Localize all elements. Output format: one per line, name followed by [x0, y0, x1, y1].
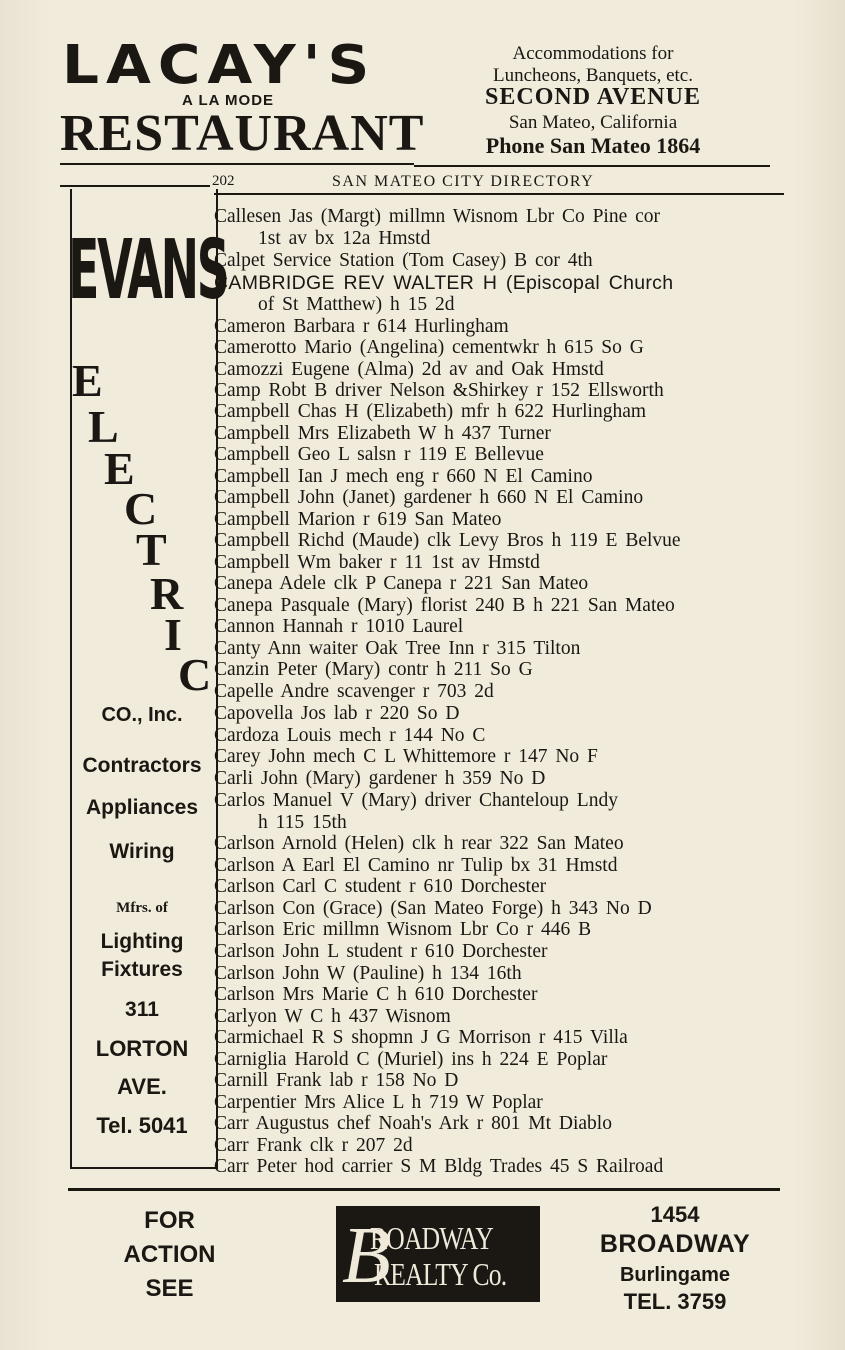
evans-product: Fixtures: [101, 958, 183, 981]
list-item: Carlson Carl C student r 610 Dorchester: [214, 876, 547, 897]
for-action-text: ACTION: [123, 1241, 216, 1268]
list-item-continuation: 1st av bx 12a Hmstd: [258, 228, 431, 249]
list-item: Campbell Marion r 619 San Mateo: [214, 509, 502, 530]
list-item: Capelle Andre scavenger r 703 2d: [214, 681, 494, 702]
list-item: Carmichael R S shopmn J G Morrison r 415 Villa: [214, 1027, 628, 1048]
list-item: Campbell Ian J mech eng r 660 N El Camino: [214, 466, 593, 487]
list-item: Carnill Frank lab r 158 No D: [214, 1070, 459, 1091]
list-item: Callesen Jas (Margt) millmn Wisnom Lbr Co Pine cor: [214, 206, 661, 227]
electric-letter: I: [164, 609, 182, 660]
list-item: Carniglia Harold C (Muriel) ins h 224 E Poplar: [214, 1049, 608, 1070]
list-item: Campbell Chas H (Elizabeth) mfr h 622 Hurlingham: [214, 401, 647, 422]
evans-name: EVANS: [68, 223, 228, 318]
list-item: Camerotto Mario (Angelina) cementwkr h 615 So G: [214, 337, 644, 358]
list-item: Carlson A Earl El Camino nr Tulip bx 31 Hmstd: [214, 855, 618, 876]
list-item: Carlos Manuel V (Mary) driver Chanteloup Lndy: [214, 790, 618, 811]
electric-letter: R: [150, 568, 184, 619]
list-item: Carey John mech C L Whittemore r 147 No F: [214, 746, 598, 767]
for-action-text: FOR: [144, 1207, 195, 1234]
list-item: Carr Peter hod carrier S M Bldg Trades 45 S Railroad: [214, 1156, 664, 1177]
list-item: Carlson Arnold (Helen) clk h rear 322 San Mateo: [214, 833, 624, 854]
list-item: Carlson John L student r 610 Dorchester: [214, 941, 548, 962]
page-number: 202: [212, 173, 235, 189]
list-item: Carlson Con (Grace) (San Mateo Forge) h 343 No D: [214, 898, 652, 919]
ad-divider-right: [414, 165, 770, 167]
running-head: SAN MATEO CITY DIRECTORY: [332, 173, 595, 190]
list-item: Carr Augustus chef Noah's Ark r 801 Mt Diablo: [214, 1113, 612, 1134]
list-item: Campbell Geo L salsn r 119 E Bellevue: [214, 444, 544, 465]
for-action-text: SEE: [145, 1275, 194, 1302]
list-item: Carlyon W C h 437 Wisnom: [214, 1006, 451, 1027]
evans-product: Lighting: [100, 930, 184, 953]
list-item: Carlson Eric millmn Wisnom Lbr Co r 446 B: [214, 919, 592, 940]
electric-letter: E: [72, 355, 103, 406]
list-item: Cameron Barbara r 614 Hurlingham: [214, 316, 509, 337]
ad-phone: Phone San Mateo 1864: [485, 133, 701, 158]
list-item: Canepa Adele clk P Canepa r 221 San Mateo: [214, 573, 589, 594]
electric-letter: L: [88, 401, 119, 452]
ad-accommodations: Accommodations for: [512, 43, 674, 64]
header-rule-right: [214, 193, 784, 195]
evans-service: Wiring: [109, 840, 175, 863]
list-item: Campbell Wm baker r 11 1st av Hmstd: [214, 552, 540, 573]
list-item: Camozzi Eugene (Alma) 2d av and Oak Hmstd: [214, 359, 604, 380]
electric-letter: C: [124, 483, 158, 534]
electric-letter: C: [178, 649, 212, 700]
footer-rule: [68, 1188, 780, 1191]
list-item: Canty Ann waiter Oak Tree Inn r 315 Tilton: [214, 638, 581, 659]
list-item: Carlson John W (Pauline) h 134 16th: [214, 963, 522, 984]
logo-initial: B: [342, 1212, 391, 1300]
list-item: Carpentier Mrs Alice L h 719 W Poplar: [214, 1092, 543, 1113]
list-item: Carli John (Mary) gardener h 359 No D: [214, 768, 546, 789]
evans-service: Appliances: [85, 796, 199, 819]
realty-city: Burlingame: [619, 1264, 731, 1286]
evans-address: LORTON: [95, 1036, 189, 1061]
electric-letter: T: [136, 524, 167, 575]
list-item: Cardoza Louis mech r 144 No C: [214, 725, 486, 746]
ad-street: SECOND AVENUE: [485, 84, 701, 110]
list-item-continuation: of St Matthew) h 15 2d: [258, 294, 455, 315]
electric-letter: E: [104, 443, 135, 494]
list-item: CAMBRIDGE REV WALTER H (Episcopal Church: [214, 272, 674, 294]
broadway-realty-logo: [336, 1206, 540, 1302]
ad-city: San Mateo, California: [508, 112, 678, 133]
logo-line2: REALTY Co.: [374, 1256, 507, 1292]
evans-address: AVE.: [117, 1074, 167, 1099]
list-item: Campbell John (Janet) gardener h 660 N El Camino: [214, 487, 644, 508]
restaurant-word: RESTAURANT: [60, 105, 425, 162]
list-item: Carr Frank clk r 207 2d: [214, 1135, 413, 1156]
ad-divider: [60, 163, 414, 165]
realty-number: 1454: [650, 1202, 700, 1227]
ad-events: Luncheons, Banquets, etc.: [493, 65, 693, 86]
list-item: Cannon Hannah r 1010 Laurel: [214, 616, 464, 637]
list-item: Canzin Peter (Mary) contr h 211 So G: [214, 659, 533, 680]
header-rule-left: [60, 185, 210, 187]
restaurant-style: A LA MODE: [182, 92, 275, 109]
realty-tel: TEL. 3759: [623, 1289, 727, 1314]
list-item-continuation: h 115 15th: [258, 812, 347, 833]
list-item: Camp Robt B driver Nelson &Shirkey r 152 Ellsworth: [214, 380, 664, 401]
evans-mfrs: Mfrs. of: [116, 900, 168, 916]
list-item: Carlson Mrs Marie C h 610 Dorchester: [214, 984, 538, 1005]
logo-line1: ROADWAY: [370, 1220, 493, 1256]
list-item: Capovella Jos lab r 220 So D: [214, 703, 460, 724]
realty-street: BROADWAY: [599, 1230, 751, 1258]
list-item: Campbell Richd (Maude) clk Levy Bros h 119 E Belvue: [214, 530, 681, 551]
evans-tel: Tel. 5041: [96, 1113, 188, 1138]
list-item: Calpet Service Station (Tom Casey) B cor 4th: [214, 250, 593, 271]
list-item: Canepa Pasquale (Mary) florist 240 B h 221 San Mateo: [214, 595, 675, 616]
evans-service: Contractors: [82, 754, 202, 777]
evans-address: 311: [125, 998, 159, 1021]
list-item: Campbell Mrs Elizabeth W h 437 Turner: [214, 423, 551, 444]
restaurant-name: LACAY'S: [62, 33, 377, 96]
evans-company: CO., Inc.: [101, 704, 183, 726]
